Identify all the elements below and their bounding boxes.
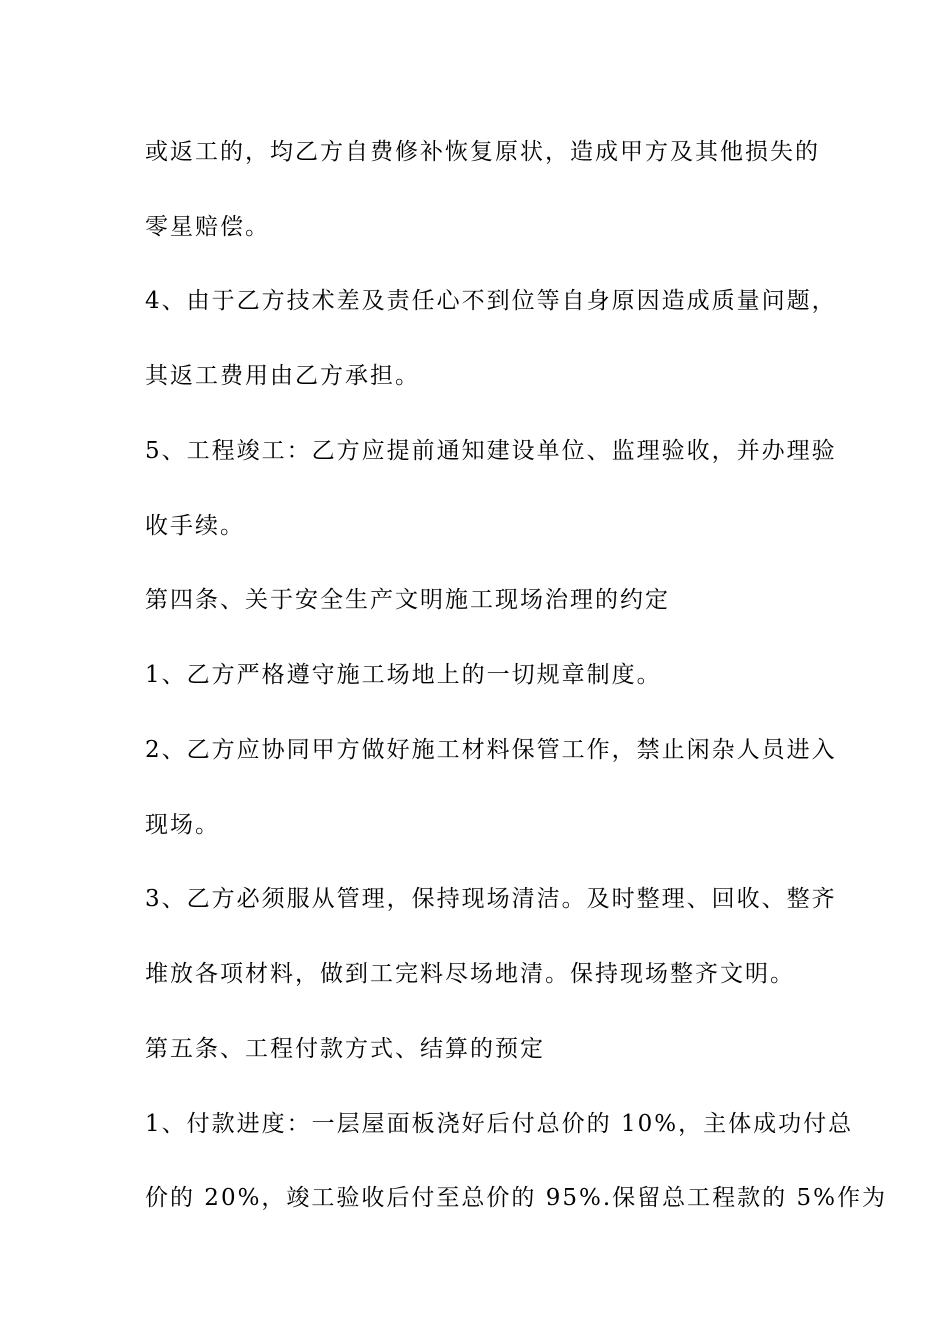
text-line: 1、乙方严格遵守施工场地上的一切规章制度。 <box>145 662 662 688</box>
text-line: 2、乙方应协同甲方做好施工材料保管工作，禁止闲杂人员进入 <box>145 737 837 763</box>
section-heading: 第五条、工程付款方式、结算的预定 <box>145 1036 545 1062</box>
text-line: 收手续。 <box>145 513 245 539</box>
text-line: 或返工的，均乙方自费修补恢复原状，造成甲方及其他损失的 <box>145 139 820 165</box>
text-line: 零星赔偿。 <box>145 214 270 240</box>
text-line: 价的 20%，竣工验收后付至总价的 95%.保留总工程款的 5%作为 <box>145 1185 887 1211</box>
text-line: 堆放各项材料，做到工完料尽场地清。保持现场整齐文明。 <box>145 961 795 987</box>
section-heading: 第四条、关于安全生产文明施工现场治理的约定 <box>145 587 670 613</box>
text-line: 现场。 <box>145 812 220 838</box>
text-line: 3、乙方必须服从管理，保持现场清洁。及时整理、回收、整齐 <box>145 886 837 912</box>
text-line: 1、付款进度：一层屋面板浇好后付总价的 10%，主体成功付总 <box>145 1111 854 1137</box>
text-line: 其返工费用由乙方承担。 <box>145 363 420 389</box>
text-line: 5、工程竣工：乙方应提前通知建设单位、监理验收，并办理验 <box>145 438 837 464</box>
text-line: 4、由于乙方技术差及责任心不到位等自身原因造成质量问题， <box>145 288 837 314</box>
